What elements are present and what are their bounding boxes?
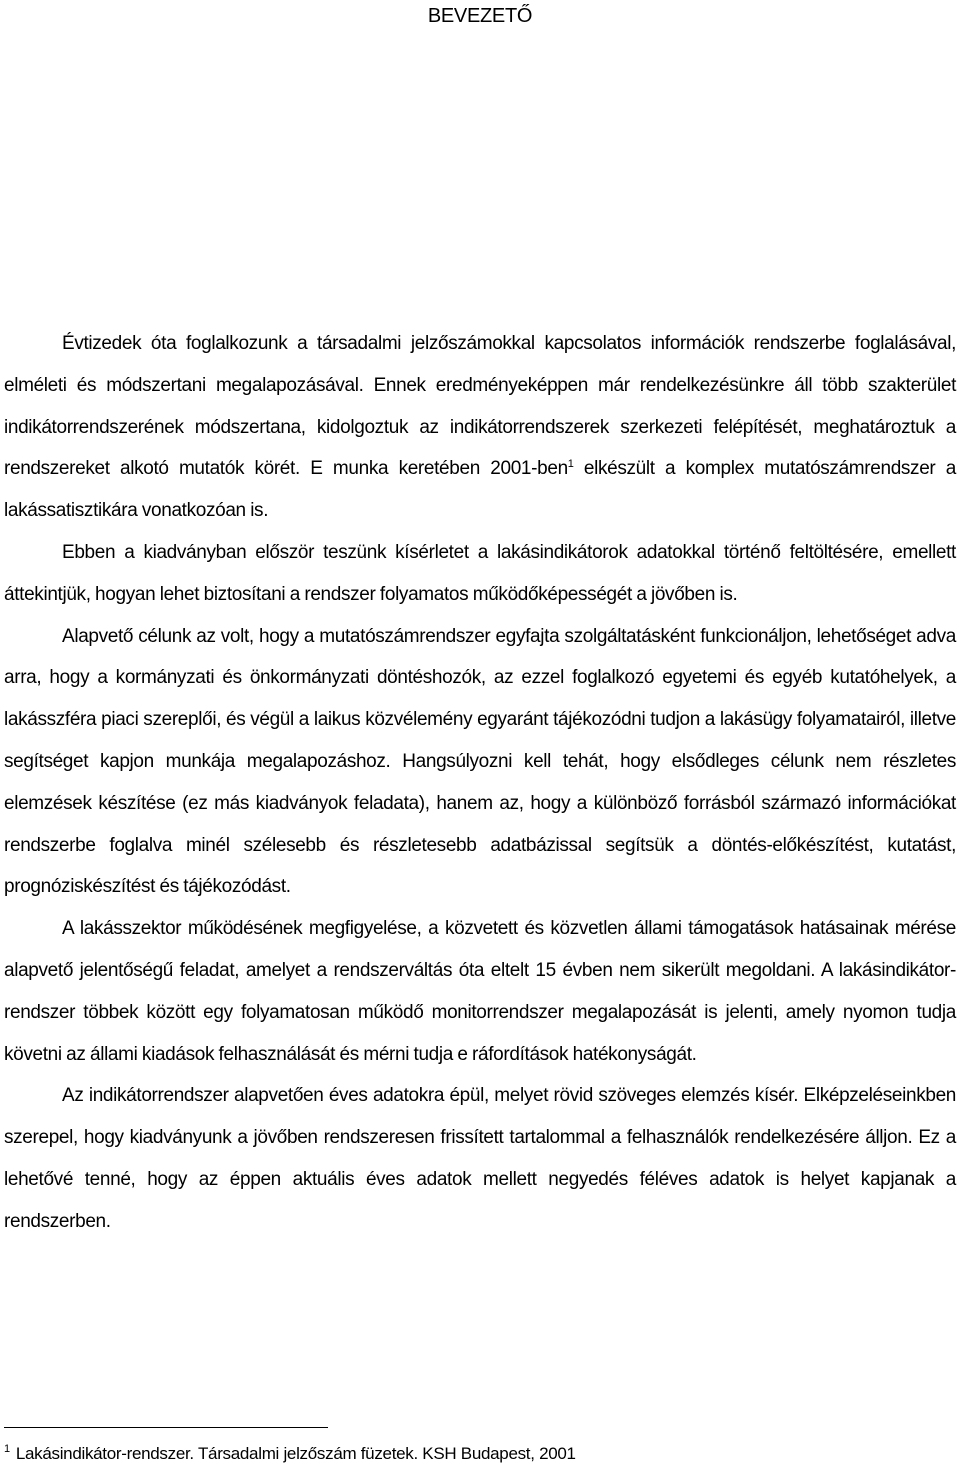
footnote-marker: 1 <box>4 1443 10 1455</box>
footnote-reference: 1 <box>567 458 574 471</box>
footnote-text: Lakásindikátor-rendszer. Társadalmi jelzőszám füzetek. KSH Budapest, 2001 <box>15 1444 576 1463</box>
footnote-divider <box>4 1427 328 1428</box>
paragraph-2: Ebben a kiadványban először teszünk kísérletet a lakásindikátorok adatokkal történő feltöltésére, emellett áttekintjük, hogyan lehet biztosítani a rendszer folyamatos működőképességét a jövőben is. <box>4 541 956 605</box>
page-title: BEVEZETŐ <box>427 5 533 27</box>
paragraph-3: Alapvető célunk az volt, hogy a mutatószámrendszer egyfajta szolgáltatásként funkcionáljon, lehetőséget adva arra, hogy a kormányzati és önkormányzati döntéshozók, az ezzel foglalkozó egyetemi és egyéb kutatóhelyek, a lakásszféra piaci szereplői, és végül a laikus közvélemény egyaránt tájékozódni tudjon a lakásügy folyamatairól, illetve segítséget kapjon munkája megalapozáshoz. Hangsúlyozni kell tehát, hogy elsődleges célunk nem részletes elemzések készítése (ez más kiadványok feladata), hanem az, hogy a különböző forrásból származó információkat rendszerbe foglalva minél szélesebb és részletesebb adatbázissal segítsük a döntés-előkészítést, kutatást, prognóziskészítést és tájékozódást. <box>4 625 956 898</box>
paragraph-1 <box>4 323 956 532</box>
paragraph-4: A lakásszektor működésének megfigyelése, a közvetett és közvetlen állami támogatások hatásainak mérése alapvető jelentőségű feladat, amelyet a rendszerváltás óta eltelt 15 évben nem sikerült megoldani. A lakásindikátor-rendszer többek között egy folyamatosan működő monitorrendszer megalapozását is jelenti, amely nyomon tudja követni az állami kiadások felhasználását és mérni tudja e ráfordítások hatékonyságát. <box>4 918 956 1065</box>
body-text <box>4 323 956 1243</box>
footnote <box>4 1443 904 1465</box>
paragraph-1-text: Évtizedek óta foglalkozunk a társadalmi jelzőszámokkal kapcsolatos információk rendszerbe foglalásával, elméleti és módszertani megalapozásával. Ennek eredményeképpen már rendelkezésünkre áll több szakterület indikátorrendszerének módszertana, kidolgoztuk az indikátorrendszerek szerkezeti felépítését, meghatároztuk a rendszereket alkotó mutatók körét. E munka keretében 2001-ben <box>4 333 956 480</box>
paragraph-1-text-end: elkészült a komplex mutatószámrendszer a lakássatisztikára vonatkozóan is. <box>4 458 956 522</box>
paragraph-5: Az indikátorrendszer alapvetően éves adatokra épül, melyet rövid szöveges elemzés kísér. Elképzeléseinkben szerepel, hogy kiadványunk a jövőben rendszeresen frissített tartalommal a felhasználók rendelkezésére álljon. Ez a lehetővé tenné, hogy az éppen aktuális éves adatok mellett negyedés féléves adatok is helyet kapjanak a rendszerben. <box>4 1085 956 1232</box>
